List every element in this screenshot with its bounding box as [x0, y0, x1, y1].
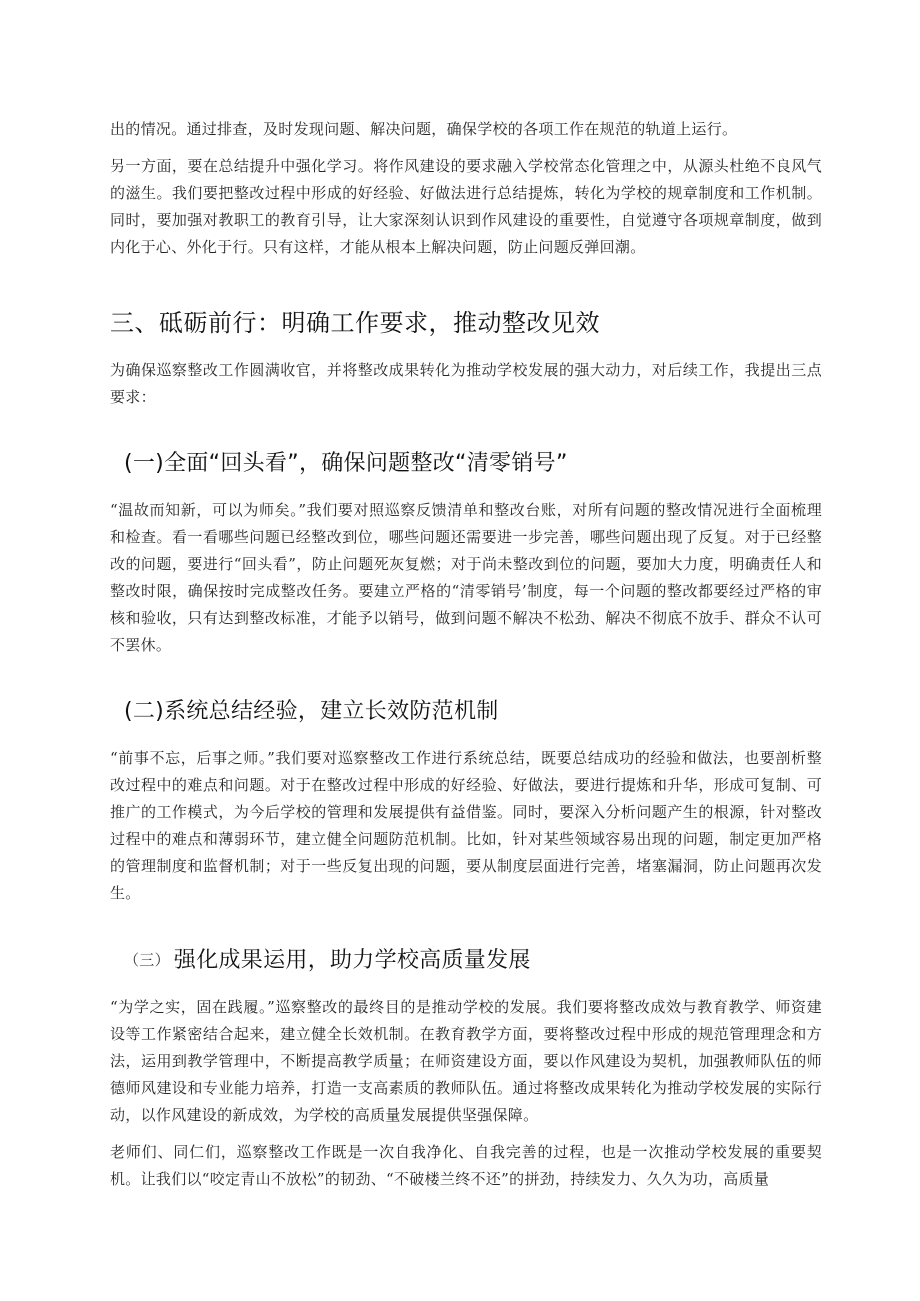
subsection-1-heading: (一)全面“回头看”，确保问题整改“清零销号” [124, 451, 568, 476]
subsection-3-body: “为学之实，固在践履。”巡察整改的最终目的是推动学校的发展。我们要将整改成效与教育教学、师资建设等工作紧密结合起来，建立健全长效机制。在教育教学方面，要将整改过程中形成的规范管理理念和方法，运用到教学管理中，不断提高教学质量；在师资建设方面，要以作风建设为契机，加强教师队伍的师德师风建设和专业能力培养，打造一支高素质的教师队伍。通过将整改成果转化为推动学校发展的实际行动，以作风建设的新成效，为学校的高质量发展提供坚强保障。 [110, 998, 822, 1124]
subsection-2-body: “前事不忘，后事之师。”我们要对巡察整改工作进行系统总结，既要总结成功的经验和做法，也要剖析整改过程中的难点和问题。对于在整改过程中形成的好经验、好做法，要进行提炼和升华，形成可复制、可推广的工作模式，为今后学校的管理和发展提供有益借鉴。同时，要深入分析问题产生的根源，针对整改过程中的难点和薄弱环节，建立健全问题防范机制。比如，针对某些领域容易出现的问题，制定更加严格的管理制度和监督机制；对于一些反复出现的问题，要从制度层面进行完善，堵塞漏洞，防止问题再次发生。 [110, 749, 822, 902]
paragraph-continuation: 出的情况。通过排查，及时发现问题、解决问题，确保学校的各项工作在规范的轨道上运行。 [110, 120, 738, 138]
subsection-2-heading: (二)系统总结经验，建立长效防范机制 [124, 699, 499, 724]
closing-paragraph: 老师们、同仁们，巡察整改工作既是一次自我净化、自我完善的过程，也是一次推动学校发展的重要契机。让我们以“咬定青山不放松”的韧劲、“不破楼兰终不还”的拼劲，持续发力、久久为功，高质量 [110, 1143, 822, 1188]
section-3-intro: 为确保巡察整改工作圆满收官，并将整改成果转化为推动学校发展的强大动力，对后续工作，我提出三点要求： [110, 361, 822, 406]
subsection-1-body: “温故而知新，可以为师矣。”我们要对照巡察反馈清单和整改台账，对所有问题的整改情况进行全面梳理和检查。看一看哪些问题已经整改到位，哪些问题还需要进一步完善，哪些问题出现了反复。对于已经整改的问题，要进行“回头看”，防止问题死灰复燃；对于尚未整改到位的问题，要加大力度，明确责任人和整改时限，确保按时完成整改任务。要建立严格的“清零销号’制度，每一个问题的整改都要经过严格的审核和验收，只有达到整改标准，才能予以销号，做到问题不解决不松劲、解决不彻底不放手、群众不认可不罢休。 [110, 501, 822, 654]
subsection-3-heading [124, 945, 822, 976]
subsection-3-title: 强化成果运用，助力学校高质量发展 [173, 948, 531, 973]
paragraph-learning: 另一方面，要在总结提升中强化学习。将作风建设的要求融入学校常态化管理之中，从源头杜绝不良风气的滋生。我们要把整改过程中形成的好经验、好做法进行总结提炼，转化为学校的规章制度和工作机制。同时，要加强对教职工的教育引导，让大家深刻认识到作风建设的重要性，自觉遵守各项规章制度，做到内化于心、外化于行。只有这样，才能从根本上解决问题，防止问题反弹回潮。 [110, 157, 822, 256]
document-body [110, 116, 822, 1193]
subsection-3-number: （三） [124, 951, 170, 969]
section-3-heading: 三、砥砺前行：明确工作要求，推动整改见效 [110, 309, 600, 337]
